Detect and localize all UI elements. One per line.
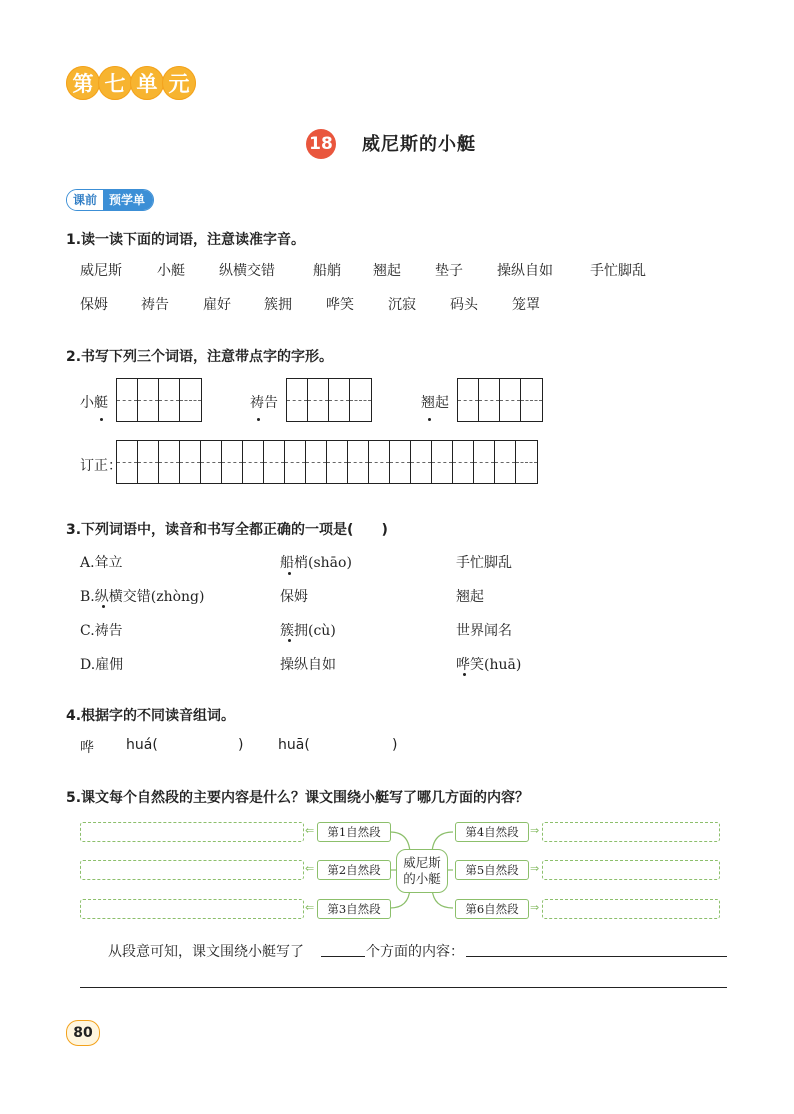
section-tag-part1: 课前 — [67, 190, 103, 210]
option-c-word-3: 世界闻名 — [456, 623, 512, 639]
paragraph-label-5: 第5自然段 — [455, 860, 529, 880]
question-5-title: 5.课文每个自然段的主要内容是什么？课文围绕小艇写了哪几方面的内容？ — [66, 790, 530, 806]
option-d[interactable]: D.雇佣 — [80, 657, 124, 673]
word: 手忙脚乱 — [590, 263, 646, 279]
arrow-left-icon: ⇐ — [305, 901, 315, 914]
word: 簇拥 — [264, 297, 292, 313]
word: 操纵自如 — [497, 263, 553, 279]
paragraph-label-3: 第3自然段 — [317, 899, 391, 919]
word: 雇好 — [203, 297, 231, 313]
word: 威尼斯 — [80, 263, 122, 279]
arrow-right-icon: ⇒ — [530, 824, 540, 837]
q2-word-1: 小艇 — [80, 395, 108, 411]
center-line-2: 的小艇 — [403, 871, 441, 886]
option-a[interactable]: A.耸立 — [80, 555, 123, 571]
q4-reading-1: huá( — [126, 737, 158, 753]
summary-text-a: 从段意可知，课文围绕小艇写了 — [108, 944, 304, 960]
option-b-word-3: 翘起 — [456, 589, 484, 605]
option-c[interactable]: C.祷告 — [80, 623, 123, 639]
option-d-word-3: 哗笑(huā) — [456, 657, 522, 673]
question-4-title: 4.根据字的不同读音组词。 — [66, 708, 236, 724]
option-b[interactable]: B.纵横交错(zhòng) — [80, 589, 205, 605]
question-2-title: 2.书写下列三个词语，注意带点字的字形。 — [66, 349, 334, 365]
word: 码头 — [450, 297, 478, 313]
word: 船艄 — [313, 263, 341, 279]
unit-char: 单 — [130, 66, 164, 100]
paragraph-label-2: 第2自然段 — [317, 860, 391, 880]
correction-label: 订正： — [80, 458, 122, 474]
word: 祷告 — [141, 297, 169, 313]
answer-line-1[interactable] — [466, 956, 727, 957]
option-a-word-3: 手忙脚乱 — [456, 555, 512, 571]
question-1-title: 1.读一读下面的词语，注意读准字音。 — [66, 232, 306, 248]
lesson-number: 18 — [306, 129, 336, 159]
word: 垫子 — [435, 263, 463, 279]
answer-box-para-4[interactable] — [542, 822, 720, 842]
arrow-right-icon: ⇒ — [530, 901, 540, 914]
word: 哗笑 — [326, 297, 354, 313]
answer-box-para-6[interactable] — [542, 899, 720, 919]
answer-line-2[interactable] — [80, 987, 727, 988]
q2-word-2: 祷告 — [250, 395, 278, 411]
paragraph-label-6: 第6自然段 — [455, 899, 529, 919]
q4-char: 哗 — [80, 740, 94, 756]
option-a-word-2: 船梢(shāo) — [280, 555, 352, 571]
section-tag-part2: 预学单 — [103, 190, 153, 210]
summary-text-b: 个方面的内容： — [366, 944, 464, 960]
arrow-right-icon: ⇒ — [530, 862, 540, 875]
q4-close-1[interactable]: ) — [238, 737, 244, 753]
unit-char: 七 — [98, 66, 132, 100]
paragraph-label-1: 第1自然段 — [317, 822, 391, 842]
option-c-word-2: 簇拥(cù) — [280, 623, 336, 639]
unit-char: 第 — [66, 66, 100, 100]
unit-char: 元 — [162, 66, 196, 100]
mind-map-center — [396, 849, 448, 893]
answer-box-para-5[interactable] — [542, 860, 720, 880]
q2-word-3: 翘起 — [421, 395, 449, 411]
lesson-title: 威尼斯的小艇 — [362, 134, 476, 155]
option-d-word-2: 操纵自如 — [280, 657, 336, 673]
word: 小艇 — [157, 263, 185, 279]
word: 沉寂 — [388, 297, 416, 313]
page-number: 80 — [66, 1020, 100, 1046]
q4-reading-2: huā( — [278, 737, 310, 753]
word: 保姆 — [80, 297, 108, 313]
option-b-word-2: 保姆 — [280, 589, 308, 605]
question-3-title: 3.下列词语中，读音和书写全都正确的一项是( ) — [66, 522, 388, 538]
answer-box-para-2[interactable] — [80, 860, 304, 880]
q4-close-2[interactable]: ) — [392, 737, 398, 753]
word: 纵横交错 — [219, 263, 275, 279]
arrow-left-icon: ⇐ — [305, 862, 315, 875]
arrow-left-icon: ⇐ — [305, 824, 315, 837]
answer-box-para-1[interactable] — [80, 822, 304, 842]
word: 翘起 — [373, 263, 401, 279]
word: 笼罩 — [512, 297, 540, 313]
answer-box-para-3[interactable] — [80, 899, 304, 919]
center-line-1: 威尼斯 — [403, 855, 441, 870]
paragraph-label-4: 第4自然段 — [455, 822, 529, 842]
blank-count-line[interactable] — [321, 956, 365, 957]
